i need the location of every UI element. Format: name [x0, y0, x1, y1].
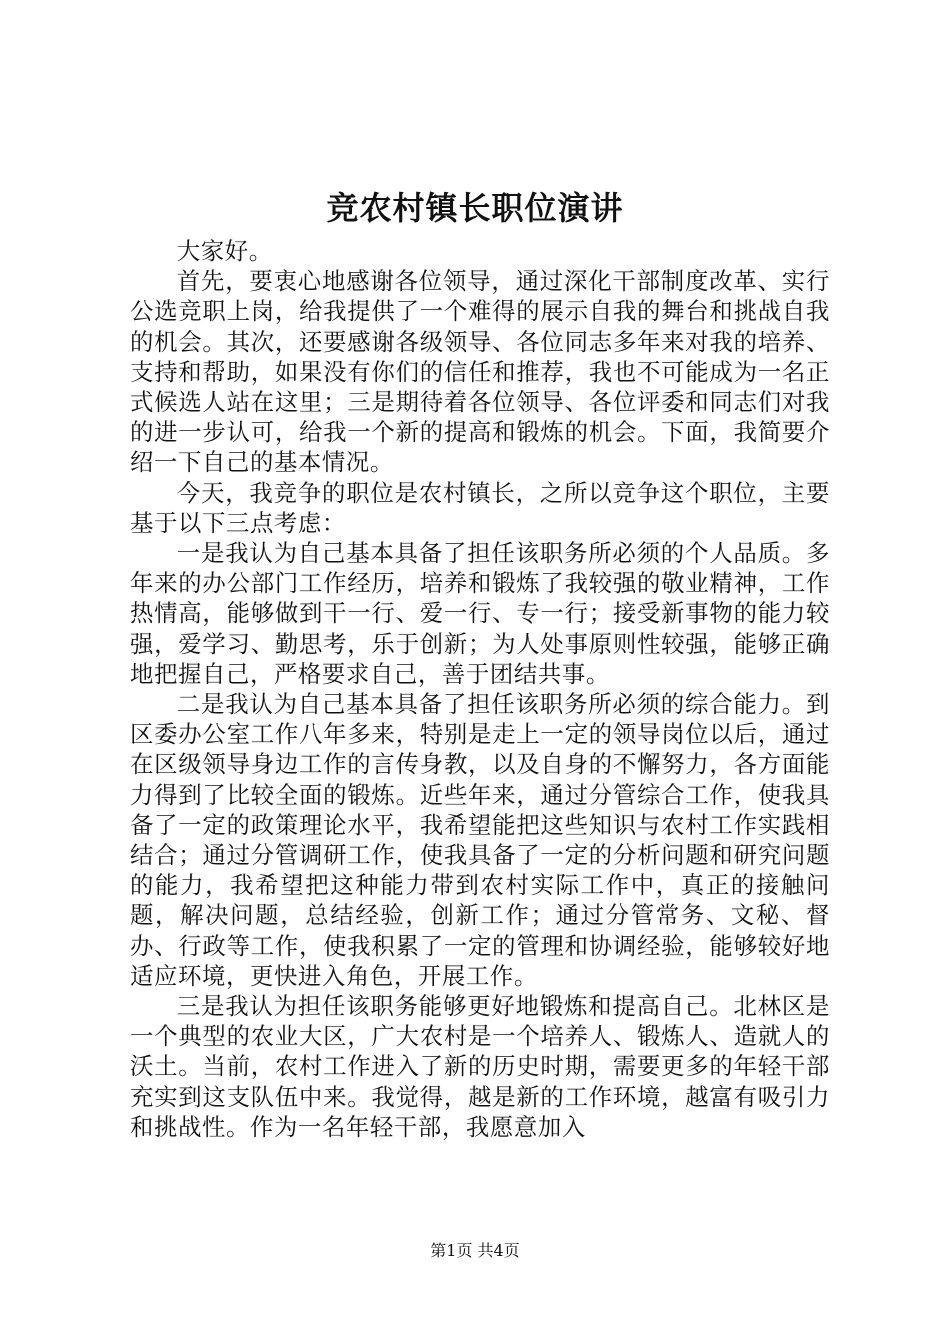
paragraph-reason-two: 二是我认为自己基本具备了担任该职务所必须的综合能力。到区委办公室工作八年多来，特别是走上一定的领导岗位以后，通过在区级领导身边工作的言传身教，以及自身的不懈努力，各方面能力得到了比较全面的锻炼。近些年来，通过分管综合工作，使我具备了一定的政策理论水平，我希望能把这些知识与农村工作实践相结合；通过分管调研工作，使我具备了一定的分析问题和研究问题的能力，我希望把这种能力带到农村实际工作中，真正的接触问题，解决问题，总结经验，创新工作；通过分管常务、文秘、督办、行政等工作，使我积累了一定的管理和协调经验，能够较好地适应环境，更快进入角色，开展工作。: [130, 690, 830, 990]
page-footer: 第1页 共4页: [430, 1241, 520, 1260]
paragraph-greeting: 大家好。: [176, 237, 273, 265]
paragraph-position: 今天，我竞争的职位是农村镇长，之所以竞争这个职位，主要基于以下三点考虑：: [130, 478, 830, 537]
document-body: [130, 236, 830, 1142]
document-title: 竞农村镇长职位演讲: [326, 189, 624, 227]
paragraph-reason-one: 一是我认为自己基本具备了担任该职务所必须的个人品质。多年来的办公部门工作经历，培养和锻炼了我较强的敬业精神，工作热情高，能够做到干一行、爱一行、专一行；接受新事物的能力较强，爱学习、勤思考，乐于创新；为人处事原则性较强，能够正确地把握自己，严格要求自己，善于团结共事。: [130, 539, 830, 688]
paragraph-reason-three: 三是我认为担任该职务能够更好地锻炼和提高自己。北林区是一个典型的农业大区，广大农村是一个培养人、锻炼人、造就人的沃土。当前，农村工作进入了新的历史时期，需要更多的年轻干部充实到这支队伍中来。我觉得，越是新的工作环境，越富有吸引力和挑战性。作为一名年轻干部，我愿意加入: [130, 992, 830, 1141]
paragraph-thanks: 首先，要衷心地感谢各位领导，通过深化干部制度改革、实行公选竞职上岗，给我提供了一个难得的展示自我的舞台和挑战自我的机会。其次，还要感谢各级领导、各位同志多年来对我的培养、支持和帮助，如果没有你们的信任和推荐，我也不可能成为一名正式候选人站在这里；三是期待着各位领导、各位评委和同志们对我的进一步认可，给我一个新的提高和锻炼的机会。下面，我简要介绍一下自己的基本情况。: [130, 267, 830, 477]
